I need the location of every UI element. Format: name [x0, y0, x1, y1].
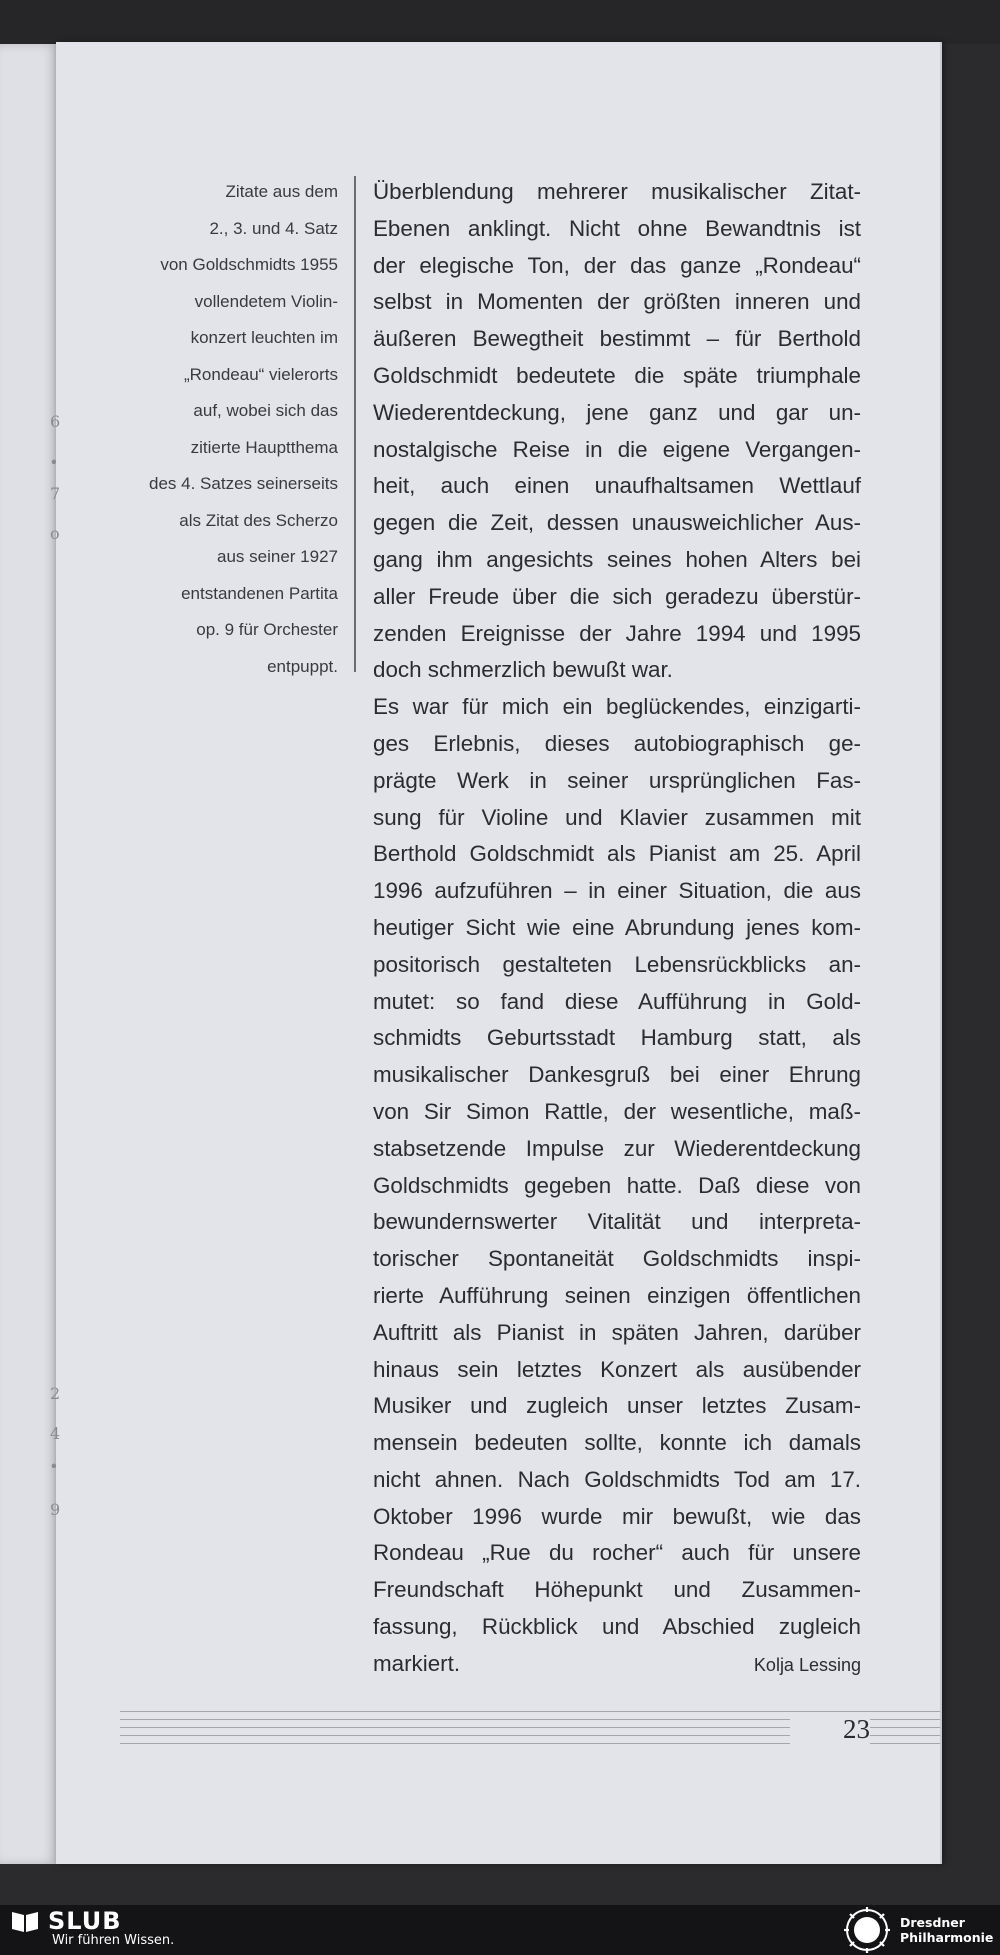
text-line: nostalgische Reise in die eigene Vergangen- — [373, 436, 861, 462]
binding-edge-mark: ∙ — [50, 452, 58, 471]
margin-note-line: entpuppt. — [267, 656, 338, 676]
philharmonie-emblem-icon — [840, 1907, 894, 1953]
text-line: zenden Ereignisse der Jahre 1994 und 1995 — [373, 620, 861, 646]
text-line: hinaus sein letztes Konzert als ausübender — [373, 1356, 861, 1382]
margin-note-line: 2., 3. und 4. Satz — [209, 218, 338, 238]
author-signature: Kolja Lessing — [753, 1654, 861, 1675]
text-line: schmidts Geburtsstadt Hamburg statt, als — [373, 1025, 861, 1051]
text-line: gegen die Zeit, dessen unausweichlicher Aus- — [373, 510, 861, 536]
text-line: rierte Aufführung seinen einzigen öffentlichen — [373, 1282, 861, 1308]
body-text — [373, 174, 861, 1684]
text-line: doch schmerzlich bewußt war. — [373, 657, 673, 683]
closing-line — [373, 1646, 861, 1684]
margin-note — [116, 174, 338, 685]
margin-note-line: Zitate aus dem — [225, 182, 338, 201]
text-line: Oktober 1996 wurde mir bewußt, wie das — [373, 1503, 861, 1529]
text-line: der elegische Ton, der das ganze „Rondeau“ — [373, 252, 861, 278]
philharmonie-wordmark — [900, 1915, 993, 1945]
text-line: Rondeau „Rue du rocher“ auch für unsere — [373, 1540, 861, 1566]
margin-note-line: konzert leuchten im — [190, 328, 338, 347]
binding-edge-mark: ∙ — [50, 1456, 58, 1475]
text-line: gang ihm angesichts seines hohen Alters bei — [373, 546, 861, 572]
text-line: Berthold Goldschmidt als Pianist am 25. April — [373, 841, 861, 867]
binding-edge-mark: 6 — [50, 412, 61, 431]
margin-note-line: von Goldschmidts 1955 — [160, 255, 338, 274]
text-line: Goldschmidt bedeutete die späte triumphale — [373, 362, 861, 388]
scan-background-top — [0, 0, 1000, 44]
text-line: torischer Spontaneität Goldschmidts inspi- — [373, 1246, 861, 1272]
text-line: sung für Violine und Klavier zusammen mit — [373, 804, 861, 830]
page-number: 23 — [790, 1714, 870, 1745]
text-line: mensein bedeuten sollte, konnte ich damals — [373, 1430, 861, 1456]
text-line: aller Freude über die sich geradezu überstür- — [373, 583, 861, 609]
text-line: fassung, Rückblick und Abschied zugleich — [373, 1614, 861, 1640]
text-line: heit, auch einen unaufhaltsamen Wettlauf — [373, 473, 861, 499]
text-line: Musiker und zugleich unser letztes Zusam- — [373, 1393, 861, 1419]
text-line: heutiger Sicht wie eine Abrundung jenes kom- — [373, 914, 861, 940]
text-line: Auftritt als Pianist in späten Jahren, darüber — [373, 1319, 861, 1345]
margin-note-line: op. 9 für Orchester — [196, 620, 338, 639]
text-line: selbst in Momenten der größten inneren und — [373, 289, 861, 315]
margin-note-line: als Zitat des Scherzo — [179, 510, 338, 530]
text-line: Überblendung mehrerer musikalischer Zitat- — [373, 179, 861, 204]
binding-edge-mark: 7 — [50, 484, 61, 503]
text-line: 1996 aufzuführen – in einer Situation, die aus — [373, 878, 861, 904]
margin-note-line: auf, wobei sich das — [193, 401, 338, 420]
philharmonie-line: Dresdner — [900, 1915, 965, 1930]
philharmonie-line: Philharmonie — [900, 1930, 994, 1945]
slub-name: SLUB — [48, 1907, 122, 1935]
text-line: ges Erlebnis, dieses autobiographisch ge- — [373, 730, 861, 756]
text-line: nicht ahnen. Nach Goldschmidts Tod am 17. — [373, 1466, 861, 1492]
text-line: mutet: so fand diese Aufführung in Gold- — [373, 988, 861, 1014]
margin-note-line: vollendetem Violin- — [194, 291, 338, 311]
text-line: positorisch gestalteten Lebensrückblicks an- — [373, 951, 861, 977]
margin-note-line: „Rondeau“ vielerorts — [183, 364, 338, 384]
dresdner-philharmonie-logo[interactable] — [840, 1907, 993, 1953]
margin-note-line: des 4. Satzes seinerseits — [149, 474, 338, 493]
text-line: von Sir Simon Rattle, der wesentliche, maß- — [373, 1098, 861, 1124]
text-line: Wiederentdeckung, jene ganz und gar un- — [373, 399, 861, 425]
binding-edge-mark: 9 — [50, 1500, 61, 1519]
margin-note-line: zitierte Hauptthema — [190, 437, 338, 457]
slub-book-icon — [10, 1908, 40, 1934]
text-line: Ebenen anklingt. Nicht ohne Bewandtnis ist — [373, 215, 861, 241]
text-line: musikalischer Dankesgruß bei einer Ehrung — [373, 1062, 861, 1088]
text-line: Es war für mich ein beglückendes, einzigarti- — [373, 694, 861, 720]
viewer-footer — [0, 1905, 1000, 1955]
text-line: äußeren Bewegtheit bestimmt – für Berthold — [373, 326, 861, 352]
binding-edge-mark: 2 — [50, 1384, 61, 1403]
margin-note-line: aus seiner 1927 — [217, 547, 338, 566]
slub-tagline: Wir führen Wissen. — [52, 1933, 175, 1948]
binding-edge-mark: o — [50, 524, 60, 543]
text-line: Goldschmidts gegeben hatte. Daß diese von — [373, 1172, 861, 1198]
margin-divider — [354, 176, 356, 672]
final-text-line: markiert. — [373, 1650, 461, 1676]
previous-page-edge — [0, 44, 61, 1864]
text-line: prägte Werk in seiner ursprünglichen Fas- — [373, 767, 861, 793]
margin-note-line: entstandenen Partita — [181, 583, 338, 603]
binding-edge-mark: 4 — [50, 1424, 61, 1443]
text-line: Freundschaft Höhepunkt und Zusammen- — [373, 1577, 861, 1603]
text-line: bewundernswerter Vitalität und interpreta- — [373, 1209, 861, 1235]
text-line: stabsetzende Impulse zur Wiederentdeckung — [373, 1135, 861, 1161]
slub-logo[interactable] — [10, 1907, 174, 1948]
